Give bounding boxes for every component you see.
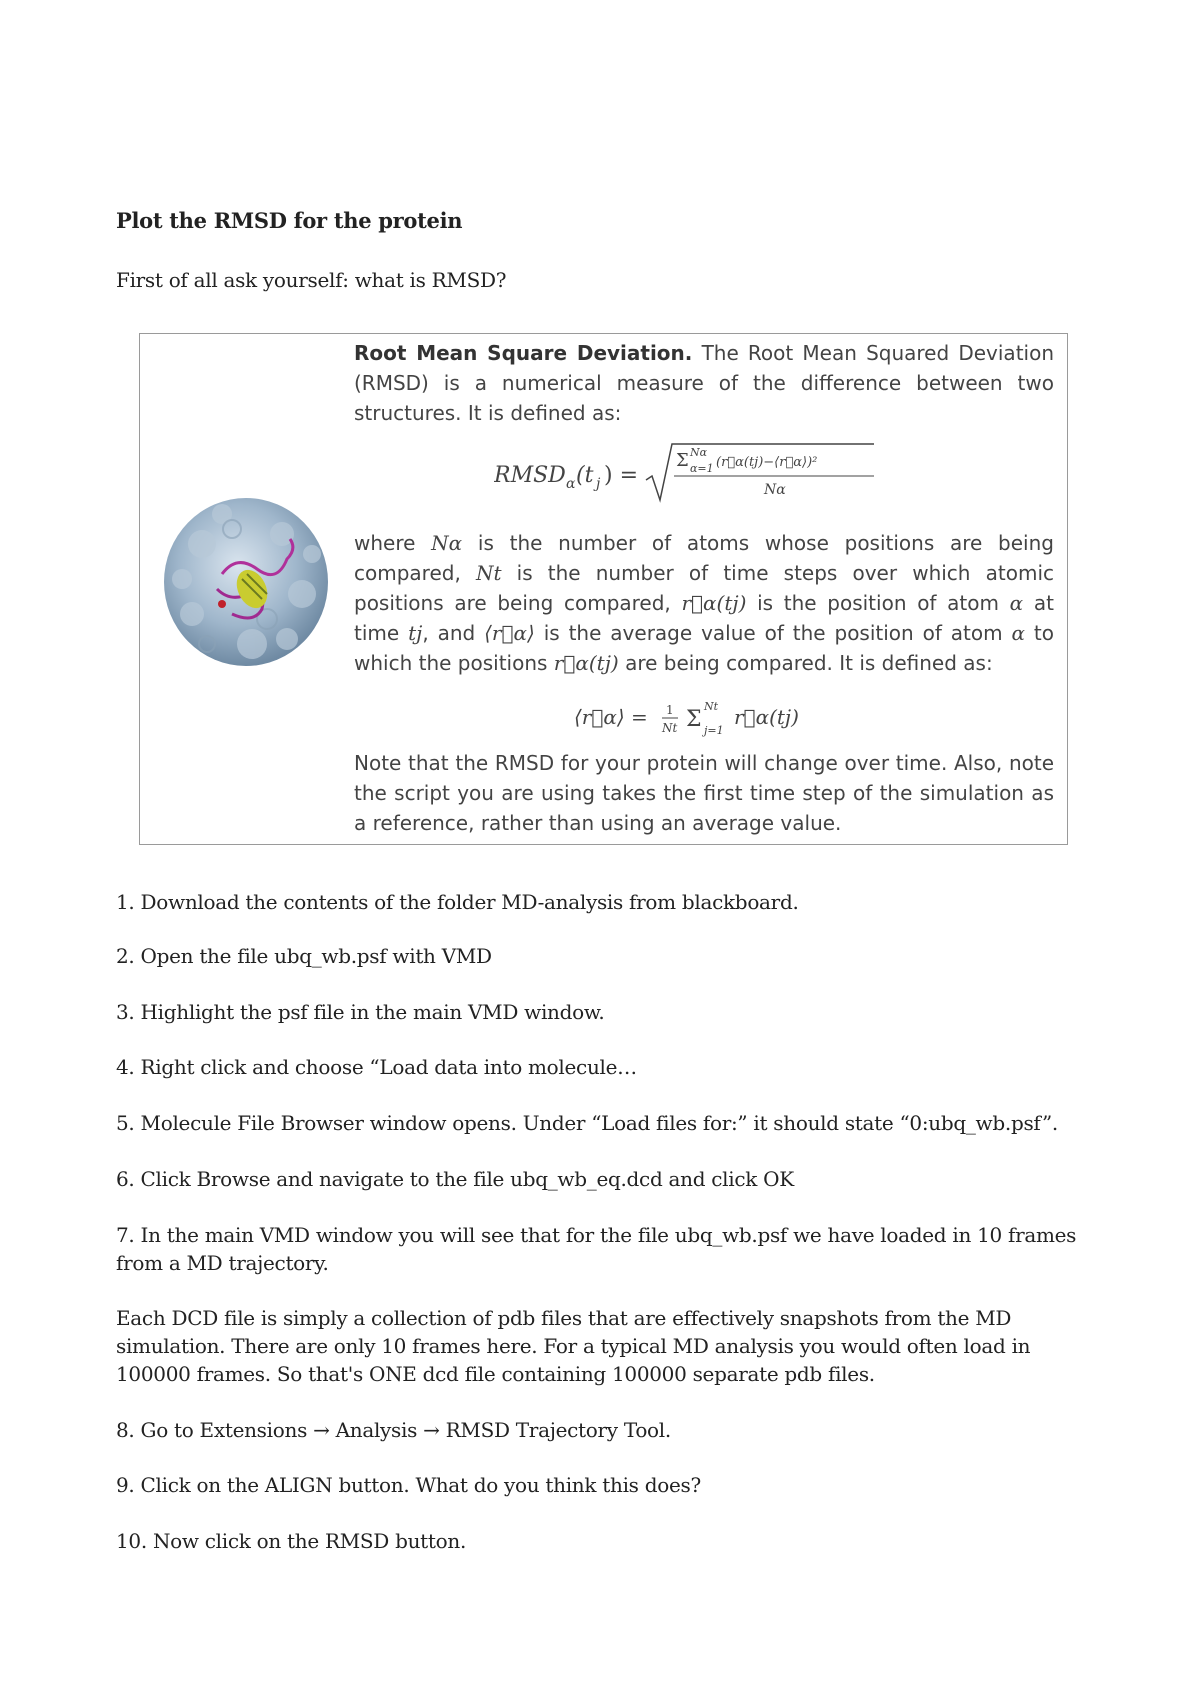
svg-text:Σ: Σ xyxy=(686,707,702,732)
definition-symbols-paragraph xyxy=(354,528,1054,678)
text-fragment: to which the positions xyxy=(354,621,1055,675)
list-item: 9. Click on the ALIGN button. What do you think this does? xyxy=(116,1473,701,1497)
text-fragment: is the number of atoms whose positions are being compared, xyxy=(354,531,1054,585)
list-item: 8. Go to Extensions → Analysis → RMSD Trajectory Tool. xyxy=(116,1418,671,1442)
list-item: 5. Molecule File Browser window opens. Under “Load files for:” it should state “0:ubq_wb.psf”. xyxy=(116,1111,1058,1135)
svg-text:1: 1 xyxy=(666,703,674,717)
svg-text:Nα: Nα xyxy=(764,482,786,498)
rmsd-definition-box xyxy=(139,333,1068,845)
intro-question: First of all ask yourself: what is RMSD? xyxy=(116,268,507,292)
svg-text:) =: ) = xyxy=(604,463,639,488)
definition-note: Note that the RMSD for your protein will change over time. Also, note the script you are using takes the first time step of the simulation as a reference, rather than using an average value. xyxy=(354,751,1054,835)
text-fragment: at time xyxy=(354,591,1054,645)
paragraph: Each DCD file is simply a collection of pdb files that are effectively snapshots from the MD simulation. There are only 10 frames here. For a typical MD analysis you would often load in 100000 frames. So that's ONE dcd file containing 100000 separate pdb files. xyxy=(116,1306,1031,1386)
definition-intro-text: The Root Mean Squared Deviation (RMSD) is a numerical measure of the difference between two structures. It is defined as: xyxy=(354,341,1054,425)
section-heading: Plot the RMSD for the protein xyxy=(116,208,463,233)
list-item: 7. In the main VMD window you will see that for the file ubq_wb.psf we have loaded in 10 frames from a MD trajectory. xyxy=(116,1223,1077,1275)
svg-text:Nt: Nt xyxy=(662,721,678,735)
average-position-equation xyxy=(574,694,874,740)
text-fragment: where xyxy=(354,531,432,555)
text-fragment: is the average value of the position of atom xyxy=(534,621,1012,645)
math-symbol: tj xyxy=(408,621,423,645)
list-item: 1. Download the contents of the folder MD-analysis from blackboard. xyxy=(116,890,799,914)
svg-text:j: j xyxy=(596,476,601,492)
definition-paragraph xyxy=(354,338,1054,428)
svg-text:(t: (t xyxy=(576,463,594,488)
list-item: 3. Highlight the psf file in the main VMD window. xyxy=(116,1000,605,1024)
list-item: 4. Right click and choose “Load data into molecule… xyxy=(116,1055,637,1079)
text-fragment: is the position of atom xyxy=(746,591,1010,615)
list-item: 2. Open the file ubq_wb.psf with VMD xyxy=(116,944,492,968)
text-fragment: , and xyxy=(422,621,485,645)
math-symbol: Nt xyxy=(475,561,502,585)
svg-text:α=1: α=1 xyxy=(690,462,714,475)
math-symbol: Nα xyxy=(431,531,463,555)
list-item: 6. Click Browse and navigate to the file ubq_wb_eq.dcd and click OK xyxy=(116,1167,794,1191)
math-symbol: α xyxy=(1011,621,1026,645)
math-symbol: ⟨r⃗α⟩ xyxy=(484,621,535,645)
svg-text:α: α xyxy=(566,476,576,492)
text-fragment: is the number of time steps over which atomic positions are being compared, xyxy=(354,561,1054,615)
math-symbol: r⃗α(tj) xyxy=(553,651,619,675)
rmsd-equation xyxy=(494,438,914,508)
svg-text:j=1: j=1 xyxy=(704,724,724,737)
math-symbol: r⃗α(tj) xyxy=(681,591,747,615)
text-fragment: are being compared. It is defined as: xyxy=(618,651,993,675)
math-symbol: α xyxy=(1009,591,1024,615)
list-item: 10. Now click on the RMSD button. xyxy=(116,1529,467,1553)
svg-text:r⃗α(tj): r⃗α(tj) xyxy=(734,705,799,729)
svg-text:RMSD: RMSD xyxy=(494,463,566,488)
svg-text:Σ: Σ xyxy=(676,450,689,471)
svg-text:Nt: Nt xyxy=(704,700,719,713)
svg-text:⟨r⃗α⟩ =: ⟨r⃗α⟩ = xyxy=(574,705,648,729)
svg-text:(r⃗α(tj)−⟨r⃗α⟩)²: (r⃗α(tj)−⟨r⃗α⟩)² xyxy=(716,455,818,470)
definition-title: Root Mean Square Deviation. xyxy=(354,341,693,365)
protein-surface-image xyxy=(162,494,330,670)
svg-text:Nα: Nα xyxy=(690,446,708,459)
